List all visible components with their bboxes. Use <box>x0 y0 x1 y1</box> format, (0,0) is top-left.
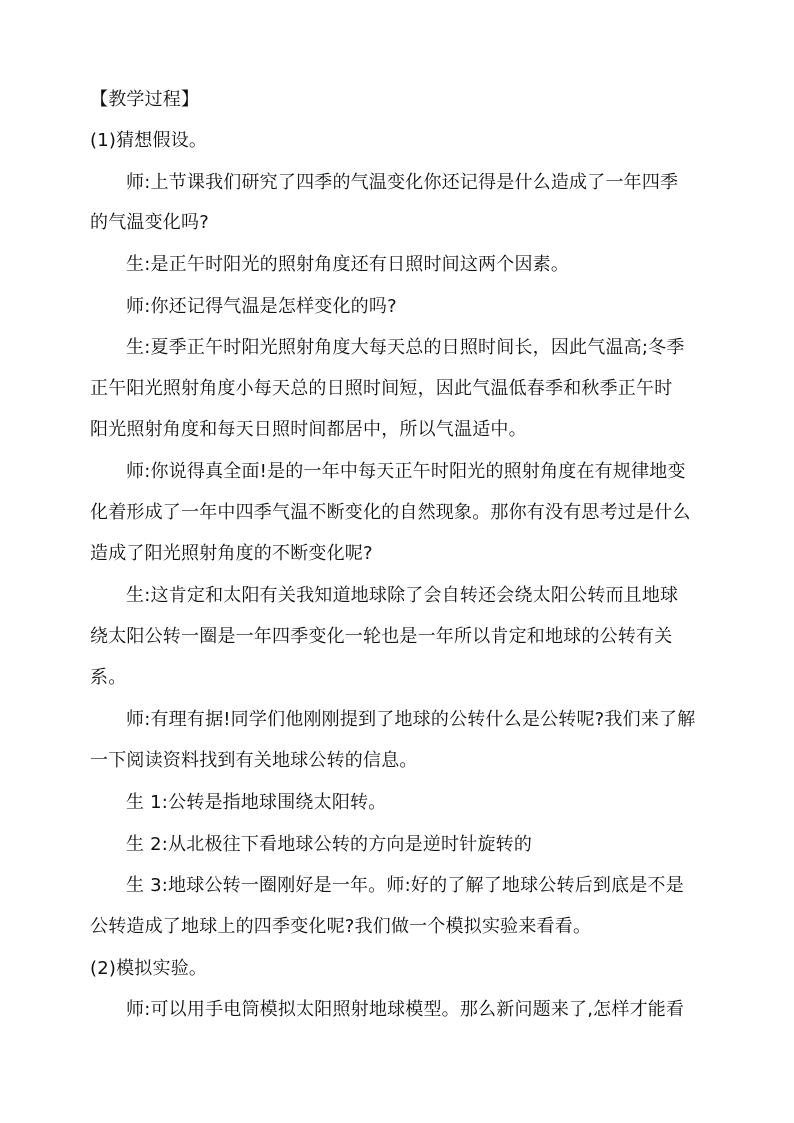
paragraph-line: 造成了阳光照射角度的不断变化呢? <box>90 543 373 564</box>
paragraph-line: 生:是正午时阳光的照射角度还有日照时间这两个因素。 <box>126 254 570 275</box>
paragraph-line: 的气温变化吗? <box>90 212 209 233</box>
paragraph-line: 一下阅读资料找到有关地球公转的信息。 <box>90 750 418 771</box>
paragraph-line: 绕太阳公转一圈是一年四季变化一轮也是一年所以肯定和地球的公转有关 <box>90 626 673 647</box>
paragraph-line: 正午阳光照射角度小每天总的日照时间短，因此气温低春季和秋季正午时 <box>90 378 673 399</box>
paragraph-line: 系。 <box>90 667 127 688</box>
paragraph-line: 师:有理有据!同学们他刚刚提到了地球的公转什么是公转呢?我们来了解 <box>126 709 696 730</box>
paragraph-line: 师:你还记得气温是怎样变化的吗? <box>126 296 397 317</box>
paragraph-line: 师:可以用手电筒模拟太阳照射地球模型。那么新问题来了,怎样才能看 <box>126 999 685 1020</box>
paragraph-line: 公转造成了地球上的四季变化呢?我们做一个模拟实验来看看。 <box>90 916 592 937</box>
section-1-title: (1)猜想假设。 <box>90 130 208 151</box>
paragraph-line: 生 1:公转是指地球围绕太阳转。 <box>126 792 387 813</box>
section-2-title: (2)模拟实验。 <box>90 958 208 979</box>
teaching-process-heading: 【教学过程】 <box>90 89 200 110</box>
paragraph-line: 生:这肯定和太阳有关我知道地球除了会自转还会绕太阳公转而且地球 <box>126 585 679 606</box>
paragraph-line: 师:你说得真全面!是的一年中每天正午时阳光的照射角度在有规律地变 <box>126 461 686 482</box>
paragraph-line: 生 2:从北极往下看地球公转的方向是逆时针旋转的 <box>126 834 533 855</box>
paragraph-line: 生 3:地球公转一圈刚好是一年。师:好的了解了地球公转后到底是不是 <box>126 875 684 896</box>
paragraph-line: 化着形成了一年中四季气温不断变化的自然现象。那你有没有思考过是什么 <box>90 502 691 523</box>
paragraph-line: 阳光照射角度和每天日照时间都居中，所以气温适中。 <box>90 419 527 440</box>
paragraph-line: 师:上节课我们研究了四季的气温变化你还记得是什么造成了一年四季 <box>126 172 679 193</box>
paragraph-line: 生:夏季正午时阳光照射角度大每天总的日照时间长，因此气温高;冬季 <box>126 337 685 358</box>
